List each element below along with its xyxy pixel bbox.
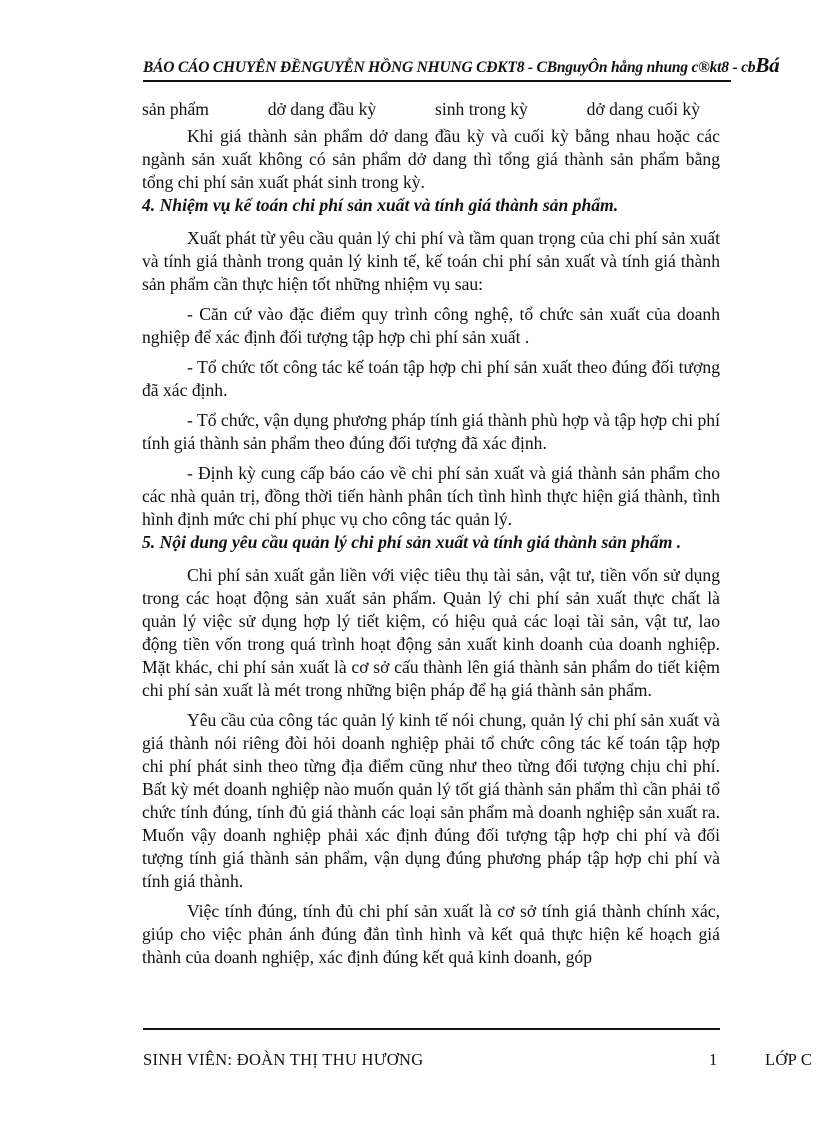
paragraph: Khi giá thành sản phẩm dở dang đầu kỳ và cuối kỳ bằng nhau hoặc các ngành sản xuất không có sản phẩm dở dang thì tổng giá thành sản phẩm bằng tổng chi phí sản xuất phát sinh trong kỳ. [142,126,720,192]
footer-rule [143,1028,720,1030]
footer-class: LỚP C [765,1050,813,1069]
formula-label: dở dang cuối kỳ [586,99,700,119]
formula-label: sinh trong kỳ [434,99,528,119]
paragraph: Chi phí sản xuất gắn liền với việc tiêu thụ tài sản, vật tư, tiền vốn sử dụng trong các hoạt động sản xuất sản phẩm. Quản lý chi phí sản xuất thực chất là quản lý việc sử dụng hợp lý tiết kiệm, có hiệu quả các loại tài sản, vật tư, lao động tiền vốn trong quá trình hoạt động sản xuất kinh doanh của doanh nghiệp. Mặt khác, chi phí sản xuất là cơ sở cấu thành lên giá thành sản phẩm do tiết kiệm chi phí sản xuất là mét trong những biện pháp để hạ giá thành sản phẩm. [142,565,720,700]
formula-label: dở dang đầu kỳ [267,99,377,119]
paragraph: Xuất phát từ yêu cầu quản lý chi phí và tầm quan trọng của chi phí sản xuất và tính giá thành trong quản lý kinh tế, kế toán chi phí sản xuất và tính giá thành sản phẩm cần thực hiện tốt những nhiệm vụ sau: [142,228,720,294]
page-number: 1 [709,1050,718,1069]
header-rule [143,80,731,82]
bullet-item: - Định kỳ cung cấp báo cáo về chi phí sản xuất và giá thành sản phẩm cho các nhà quản trị, đồng thời tiến hành phân tích tình hình thực hiện giá thành, tình hình định mức chi phí phục vụ cho công tác quản lý. [142,463,720,529]
bullet-item: - Tổ chức tốt công tác kế toán tập hợp chi phí sản xuất theo đúng đối tượng đã xác định. [142,357,720,400]
formula-labels [142,98,720,121]
section-heading-4: 4. Nhiệm vụ kế toán chi phí sản xuất và tính giá thành sản phẩm. [142,195,619,215]
header-title-tail: Bá [755,53,780,77]
footer-student: SINH VIÊN: ĐOÀN THỊ THU HƯƠNG [143,1050,424,1069]
paragraph: Yêu cầu của công tác quản lý kinh tế nói chung, quản lý chi phí sản xuất và giá thành nói riêng đòi hỏi doanh nghiệp phải tổ chức công tác kế toán tập hợp chi phí phát sinh theo từng địa điểm cũng như theo từng đối tượng chịu chi phí. Bất kỳ mét doanh nghiệp nào muốn quản lý tốt giá thành sản phẩm thì cần phải tổ chức tính đúng, tính đủ giá thành các loại sản phẩm mà doanh nghiệp sản xuất ra. Muốn vậy doanh nghiệp phải xác định đúng đối tượng tập hợp chi phí và đối tượng tính giá thành sản phẩm, vận dụng đúng phương pháp tập hợp chi phí và tính giá thành. [142,710,720,891]
paragraph: Việc tính đúng, tính đủ chi phí sản xuất là cơ sở tính giá thành chính xác, giúp cho việc phản ánh đúng đắn tình hình và kết quả thực hiện kế hoạch giá thành của doanh nghiệp, xác định đúng kết quả kinh doanh, góp [142,901,720,967]
document-body [142,98,720,976]
page-footer [143,1050,816,1070]
bullet-item: - Tổ chức, vận dụng phương pháp tính giá thành phù hợp và tập hợp chi phí tính giá thành sản phẩm theo đúng đối tượng đã xác định. [142,410,720,453]
page-header [143,53,816,78]
formula-label: sản phẩm [142,99,209,119]
header-title: BÁO CÁO CHUYÊN ĐỀNGUYỄN HỒNG NHUNG CĐKT8 - CBnguyÔn hång nhung c®kt8 - cb [143,59,756,76]
bullet-item: - Căn cứ vào đặc điểm quy trình công nghệ, tổ chức sản xuất của doanh nghiệp để xác định đối tượng tập hợp chi phí sản xuất . [142,304,720,347]
section-heading-5: 5. Nội dung yêu cầu quản lý chi phí sản xuất và tính giá thành sản phẩm . [142,532,682,552]
